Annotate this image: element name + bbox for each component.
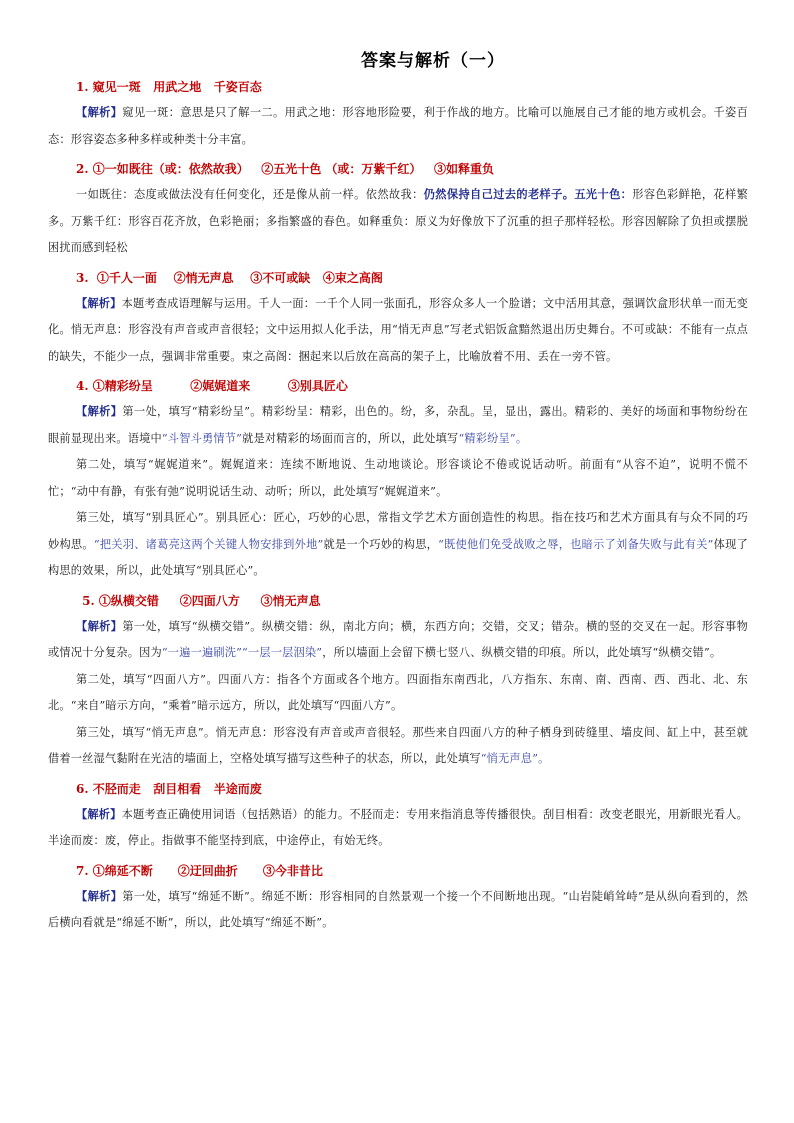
answer-5-p1-a: 第一处，填写“纵横交错”。纵横交错：纵，南北方向；横，东西方向；交错，交叉；错杂。横的竖的交叉在一起。形容事物或情况十分复杂。因为 xyxy=(48,619,748,659)
analysis-tag: 【解析】 xyxy=(76,105,123,119)
answer-4-p1-b: 就是对精彩的场面而言的，所以，此处填写 xyxy=(242,431,459,445)
answer-7-heading: 7. ①绵延不断 ②迂回曲折 ③今非昔比 xyxy=(76,863,323,878)
analysis-tag: 【解析】 xyxy=(76,888,123,903)
answer-5-p1-b: ，所以墙面上会留下横七竖八、纵横交错的印痕。所以，此处填写“纵横交错”。 xyxy=(322,646,722,659)
answer-5-paragraph-3 xyxy=(48,720,748,773)
answer-4-p1-quote-1: “斗智斗勇情节” xyxy=(161,431,243,445)
answer-6-explanation xyxy=(48,801,748,855)
answer-1-heading: 1. 窥见一斑 用武之地 千姿百态 xyxy=(76,80,262,94)
answer-4-paragraph-1 xyxy=(48,398,748,452)
analysis-tag: 【解析】 xyxy=(76,404,123,418)
answer-3-explanation xyxy=(48,290,748,371)
answer-5-heading: 5. ①纵横交错 ②四面八方 ③悄无声息 xyxy=(78,593,321,608)
answer-4-p3-quote-1: “把关羽、诸葛亮这两个关键人物安排到外地” xyxy=(93,537,324,551)
page-title: 答案与解析（一） xyxy=(361,51,505,71)
answer-1-text: 窥见一斑：意思是只了解一二。用武之地：形容地形险要，利于作战的地方。比喻可以施展自己才能的地方或机会。千姿百态：形容姿态多种多样或种类十分丰富。 xyxy=(48,106,748,146)
answer-5-paragraph-1 xyxy=(48,613,748,667)
answer-4-p3-a: 第三处，填写“别具匠心”。别具匠心：匠心，巧妙的心思，常指文学艺术方面创造性的构思。指在技巧和艺术方面具有与众不同的巧妙构思。 xyxy=(48,511,748,551)
answer-4-p1-quote-2: “精彩纷呈”。 xyxy=(458,431,528,445)
answer-5-p1-quote: “一遍一遍刷洗”“一层一层洇染” xyxy=(161,646,323,659)
answer-2-text-a: 一如既往：态度或做法没有任何变化，还是像从前一样。依然故我： xyxy=(76,188,424,201)
analysis-tag: 【解析】 xyxy=(76,618,123,633)
answer-3-text: 本题考查成语理解与运用。千人一面：一千个人同一张面孔，形容众多人一个脸谱；文中活用其意，强调饮盒形状单一而无变化。悄无声息：形容没有声音或声音很轻；文中运用拟人化手法，用“悄无声息”写老式铝饭盒黯然退出历史舞台。不可或缺：不能有一点点的缺失，不能少一点，强调非常重要。束之高阁：捆起来以后放在高高的架子上，比喻放着不用、丢在一旁不管。 xyxy=(48,296,748,363)
answer-5-p3-quote: “悄无声息”。 xyxy=(480,752,550,765)
answer-2-explanation xyxy=(48,181,748,262)
answer-4-p3-quote-2: “既使他们免受战败之辱，也暗示了刘备失败与此有关” xyxy=(438,537,714,551)
answer-4-p1-a: 第一处，填写“精彩纷呈”。精彩纷呈：精彩，出色的。纷，多，杂乱。呈，显出，露出。精彩的、美好的场面和事物纷纷在眼前显现出来。语境中 xyxy=(48,405,748,445)
answer-7-text: 第一处，填写“绵延不断”。绵延不断：形容相同的自然景观一个接一个不间断地出现。“山岩陡峭耸峙”是从纵向看到的，然后横向看就是“绵延不断”，所以，此处填写“绵延不断”。 xyxy=(48,889,748,929)
analysis-tag: 【解析】 xyxy=(76,806,122,821)
answer-4-p3-c: 体现了构思的效果，所以，此处填写“别具匠心”。 xyxy=(48,537,748,577)
answer-4-paragraph-3 xyxy=(48,505,748,585)
answer-7-explanation xyxy=(48,883,748,937)
answer-4-p3-b: 就是一个巧妙的构思， xyxy=(323,537,439,551)
answer-page xyxy=(48,40,748,937)
analysis-tag: 【解析】 xyxy=(76,295,122,310)
answer-4-paragraph-2: 第二处，填写“娓娓道来”。娓娓道来：连续不断地说、生动地谈论。形容谈论不倦或说话动听。前面有“从容不迫”，说明不慌不忙；“动中有静，有张有弛”说明说话生动、动听；所以，此处填写“娓娓道来”。 xyxy=(48,458,748,498)
answer-5-p3-text: 第三处，填写“悄无声息”。悄无声息：形容没有声音或声音很轻。那些来自四面八方的种子栖身到砖缝里、墙皮间、缸上中，甚至就借着一丝湿气黏附在光洁的墙面上，空格处填写描写这些种子的状态，所以，此处填写 xyxy=(48,725,748,765)
answer-2-text-b: 形容色彩鲜艳，花样繁多。万紫千红：形容百花齐放，色彩艳丽；多指繁盛的春色。如释重负：原义为好像放下了沉重的担子那样轻松。形容因解除了负担或摆脱困扰而感到轻松 xyxy=(48,188,748,254)
answer-3-heading: 3. ①千人一面 ②悄无声息 ③不可或缺 ④束之高阁 xyxy=(76,270,383,285)
answer-2-heading: 2. ①一如既往（或：依然故我） ②五光十色 （或：万紫千红） ③如释重负 xyxy=(76,162,494,176)
answer-5-paragraph-2: 第二处，填写“四面八方”。四面八方：指各个方面或各个地方。四面指东南西北，八方指东、东南、南、西南、西、西北、北、东北。“来自”暗示方向，“乘着”暗示远方，所以，此处填写“四面八方”。 xyxy=(48,672,748,712)
answer-1-explanation xyxy=(48,99,748,153)
answer-6-heading: 6. 不胫而走 刮目相看 半途而废 xyxy=(76,781,262,796)
answer-2-emphasis: 仍然保持自己过去的老样子。五光十色： xyxy=(423,187,633,201)
answer-6-text: 本题考查正确使用词语（包括熟语）的能力。不胫而走：专用来指消息等传播很快。刮目相看：改变老眼光，用新眼光看人。半途而废：废，停止。指做事不能坚持到底，中途停止，有始无终。 xyxy=(48,807,748,847)
answer-4-heading: 4. ①精彩纷呈 ②娓娓道来 ③别具匠心 xyxy=(76,379,348,393)
